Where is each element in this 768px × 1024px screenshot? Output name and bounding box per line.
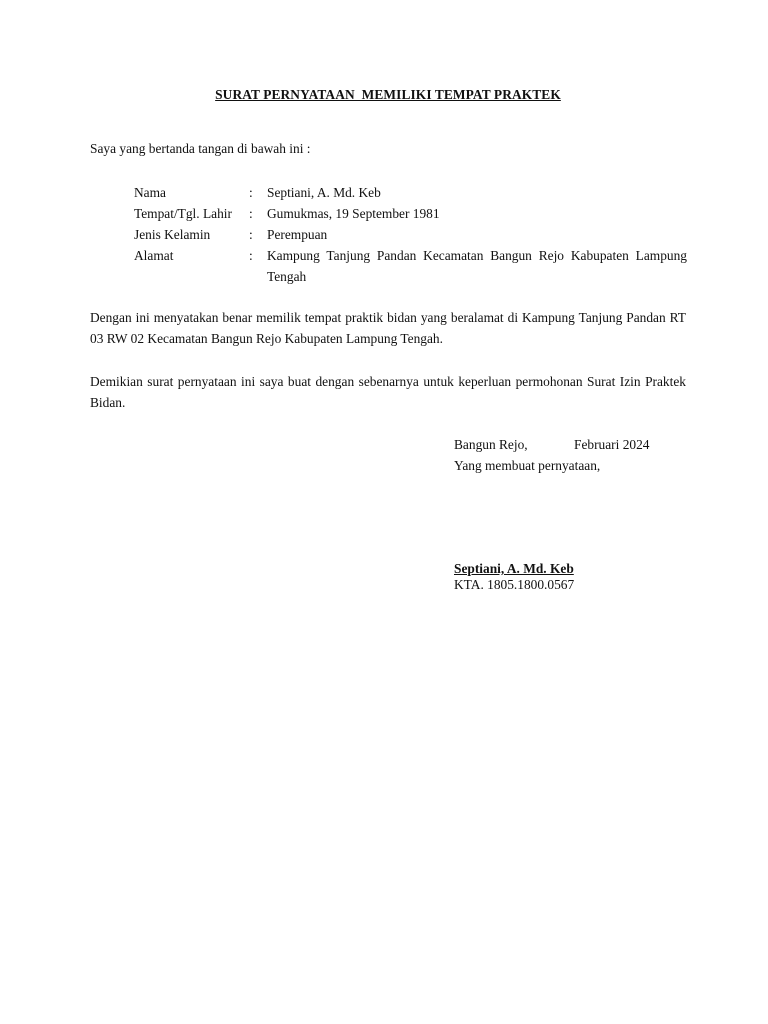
signature-place-date <box>454 434 694 455</box>
signature-maker-label: Yang membuat pernyataan, <box>454 458 601 473</box>
field-label-alamat: Alamat <box>134 248 174 263</box>
field-colon: : <box>249 227 253 242</box>
signature-name: Septiani, A. Md. Keb <box>454 561 574 576</box>
signature-id-number: KTA. 1805.1800.0567 <box>454 577 575 592</box>
field-colon: : <box>249 248 253 263</box>
signature-block <box>454 434 694 476</box>
field-row-nama <box>134 182 687 203</box>
signature-date: Februari 2024 <box>574 437 650 452</box>
field-value-tempat-tgl-lahir: Gumukmas, 19 September 1981 <box>267 206 440 221</box>
identity-fields <box>134 182 687 287</box>
field-row-tempat-tgl-lahir <box>134 203 687 224</box>
signature-place: Bangun Rejo, <box>454 437 528 452</box>
document-title: SURAT PERNYATAAN MEMILIKI TEMPAT PRAKTEK <box>215 87 561 102</box>
field-value-jenis-kelamin: Perempuan <box>267 227 328 242</box>
field-value-alamat: Kampung Tanjung Pandan Kecamatan Bangun Rejo Kabupaten Lampung Tengah <box>267 248 687 284</box>
field-colon: : <box>249 206 253 221</box>
statement-paragraph: Dengan ini menyatakan benar memilik tempat praktik bidan yang beralamat di Kampung Tanjung Pandan RT 03 RW 02 Kecamatan Bangun Rejo Kabupaten Lampung Tengah. <box>90 310 686 346</box>
field-label-tempat-tgl-lahir: Tempat/Tgl. Lahir <box>134 206 232 221</box>
field-label-nama: Nama <box>134 185 166 200</box>
field-row-jenis-kelamin <box>134 224 687 245</box>
field-row-alamat <box>134 245 687 287</box>
closing-paragraph: Demikian surat pernyataan ini saya buat dengan sebenarnya untuk keperluan permohonan Surat Izin Praktek Bidan. <box>90 374 686 410</box>
field-colon: : <box>249 185 253 200</box>
intro-text: Saya yang bertanda tangan di bawah ini : <box>90 141 311 156</box>
field-value-nama: Septiani, A. Md. Keb <box>267 185 381 200</box>
field-label-jenis-kelamin: Jenis Kelamin <box>134 227 211 242</box>
